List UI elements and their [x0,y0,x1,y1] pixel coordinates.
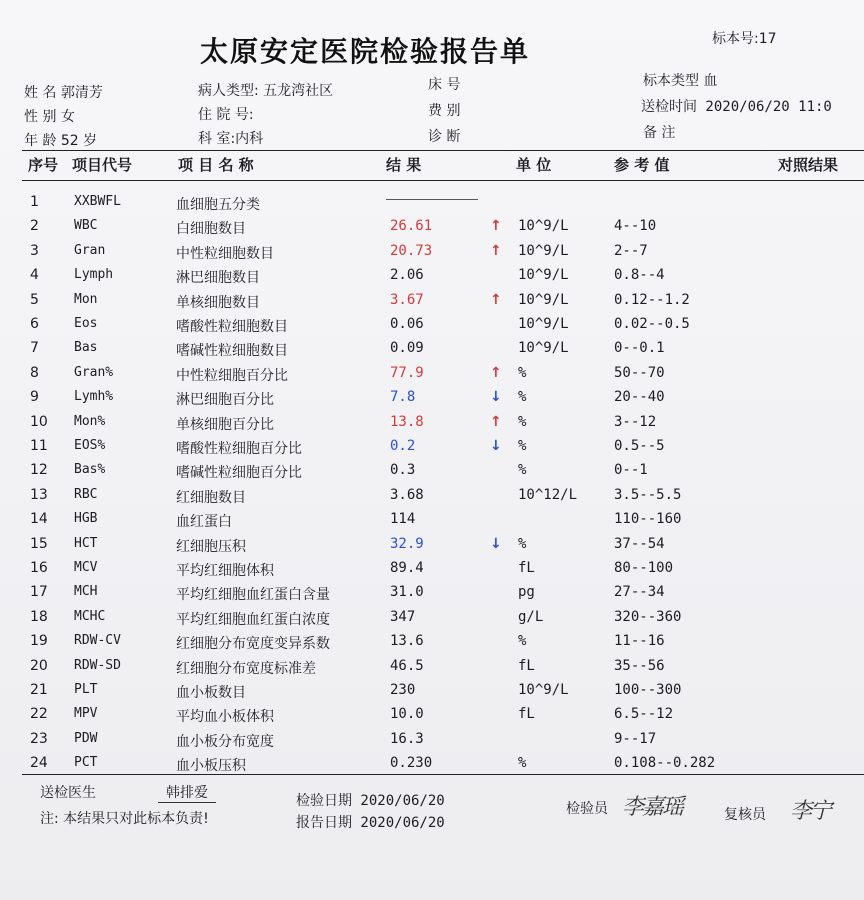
table-divider-bottom [22,774,864,775]
result-value: 26.61 [390,218,433,235]
row-number: 24 [30,755,48,772]
unit: 10^9/L [518,316,569,332]
table-row [0,218,864,242]
item-name: 淋巴细胞数目 [176,270,260,287]
col-ref: 参 考 值 [614,156,670,174]
reference-range: 320--360 [614,608,682,625]
item-code: HGB [74,511,98,527]
table-row [0,731,864,755]
reviewer-signature: 李宁 [790,799,831,824]
reference-range: 110--160 [614,511,682,528]
item-name: 中性粒细胞百分比 [176,367,288,384]
unit: % [518,535,527,552]
reference-range: 3--12 [614,413,657,430]
result-value: 0.2 [390,438,416,454]
patient-type: 病人类型: 五龙湾社区 [198,83,334,99]
patient-name: 姓 名 郭清芳 [24,85,103,101]
unit: 10^9/L [518,218,569,235]
reference-range: 0.5--5 [614,438,665,454]
reference-range: 27--34 [614,584,665,601]
bed-number: 床 号 [428,77,461,93]
table-row [0,414,864,438]
item-name: 红细胞分布宽度标准差 [176,660,316,677]
result-value: 13.6 [390,633,424,650]
send-time: 送检时间 2020/06/20 11:0 [641,99,832,115]
fee-type: 费 别 [428,103,461,119]
item-code: Bas [74,340,98,356]
disclaimer-note: 注: 本结果只对此标本负责! [40,811,209,827]
reference-range: 0--0.1 [614,340,665,357]
unit: fL [518,706,535,723]
reference-range: 2--7 [614,242,648,259]
unit: 10^12/L [518,486,578,503]
reference-range: 6.5--12 [614,706,674,723]
result-value: 31.0 [390,584,424,601]
result-value: 2.06 [390,267,424,284]
item-code: HCT [74,535,98,551]
unit: % [518,755,527,772]
abnormal-flag: ↓ [490,438,502,454]
item-name: 红细胞压积 [176,538,246,555]
result-value: 114 [390,511,416,528]
patient-gender: 性 别 女 [24,109,75,125]
unit: % [518,389,527,406]
specimen-number: 标本号:17 [712,31,777,47]
abnormal-flag: ↓ [490,535,502,552]
table-row [0,389,864,413]
row-number: 3 [30,242,39,259]
item-code: Gran [74,242,106,258]
item-code: RDW-CV [74,633,121,649]
unit: % [518,364,527,381]
reference-range: 37--54 [614,535,665,552]
row-number: 11 [30,438,48,454]
reference-range: 9--17 [614,730,657,747]
table-row [0,511,864,535]
item-name: 白细胞数目 [176,221,246,238]
row-number: 22 [30,706,48,723]
reference-range: 3.5--5.5 [614,486,682,503]
unit: % [518,413,527,430]
item-code: Gran% [74,364,114,380]
unit: pg [518,584,535,601]
abnormal-flag: ↑ [490,242,502,259]
item-code: Lymh% [74,389,114,405]
row-number: 23 [30,730,48,747]
header-divider-bottom [22,180,864,181]
abnormal-flag: ↑ [490,218,502,235]
result-value: 347 [390,608,416,625]
reference-range: 80--100 [614,560,674,576]
table-row [0,560,864,584]
patient-age: 年 龄 52 岁 [24,133,98,149]
item-name: 嗜酸性粒细胞数目 [176,319,288,335]
col-result: 结 果 [386,156,422,174]
reference-range: 4--10 [614,218,657,235]
item-name: 平均红细胞体积 [176,563,274,579]
result-value: 0.230 [390,755,433,772]
table-row [0,682,864,706]
department: 科 室:内科 [198,131,264,147]
col-compare: 对照结果 [778,156,839,174]
reference-range: 0.12--1.2 [614,291,690,308]
col-unit: 单 位 [516,156,552,174]
table-row [0,633,864,657]
item-code: RDW-SD [74,657,121,673]
table-row [0,536,864,560]
result-value: 10.0 [390,706,424,723]
unit: 10^9/L [518,682,569,698]
result-value: 0.3 [390,462,416,479]
row-number: 5 [30,291,39,308]
result-value: 0.09 [390,340,424,357]
table-row [0,658,864,682]
unit: 10^9/L [518,242,569,259]
item-code: Bas% [74,462,106,478]
row-number: 20 [30,657,48,674]
table-row [0,316,864,340]
reference-range: 100--300 [614,682,682,698]
col-no: 序号 [28,156,59,174]
abnormal-flag: ↑ [490,364,502,381]
table-row [0,609,864,633]
table-row [0,487,864,511]
table-row [0,243,864,267]
test-date: 检验日期 2020/06/20 [296,793,445,809]
col-code: 项目代号 [72,156,133,174]
row-number: 21 [30,682,48,698]
table-row [0,292,864,316]
item-name: 淋巴细胞百分比 [176,392,274,409]
diagnosis: 诊 断 [428,129,461,145]
table-row [0,755,864,779]
tester-label: 检验员 [566,801,608,817]
result-value: 89.4 [390,560,424,576]
unit: fL [518,657,535,674]
unit: 10^9/L [518,340,569,357]
row-number: 15 [30,535,48,552]
item-name: 血细胞五分类 [176,197,260,213]
item-code: EOS% [74,438,106,453]
result-value: 46.5 [390,657,424,674]
row-number: 16 [30,560,48,576]
result-value: 3.67 [390,291,424,308]
result-value: 0.06 [390,316,424,332]
item-code: MCH [74,584,98,600]
table-row [0,462,864,486]
row-number: 19 [30,633,48,650]
row-number: 7 [30,340,39,357]
item-code: Eos [74,316,98,331]
reference-range: 11--16 [614,633,665,650]
reference-range: 0--1 [614,462,648,479]
row-number: 8 [30,364,39,381]
item-name: 单核细胞数目 [176,294,260,311]
abnormal-flag: ↓ [490,389,502,406]
row-number: 18 [30,608,48,625]
unit: % [518,633,527,650]
sender-name: 韩排爱 [158,782,216,803]
row-number: 2 [30,218,39,235]
result-value: 13.8 [390,413,424,430]
col-name: 项 目 名 称 [178,156,254,174]
result-value: 20.73 [390,242,433,259]
reference-range: 35--56 [614,657,665,674]
item-code: PLT [74,682,98,697]
result-value: 32.9 [390,535,424,552]
abnormal-flag: ↑ [490,413,502,430]
table-row [0,365,864,389]
item-name: 嗜碱性粒细胞数目 [176,343,288,360]
item-code: MCHC [74,608,106,624]
reference-range: 0.108--0.282 [614,755,716,772]
item-code: Lymph [74,267,114,283]
item-name: 红细胞分布宽度变异系数 [176,636,330,653]
abnormal-flag: ↑ [490,291,502,308]
reference-range: 20--40 [614,389,665,406]
row-number: 13 [30,486,48,503]
item-name: 单核细胞百分比 [176,416,274,433]
sender-label: 送检医生 [40,785,96,801]
row-number: 9 [30,389,39,406]
remarks: 备 注 [643,125,676,141]
item-code: PCT [74,755,98,771]
report-date: 报告日期 2020/06/20 [296,815,445,831]
table-row [0,438,864,462]
unit: % [518,438,527,454]
item-code: MPV [74,706,98,722]
row-number: 12 [30,462,48,479]
reference-range: 0.8--4 [614,267,665,284]
reviewer-label: 复核员 [724,807,766,823]
table-row [0,706,864,730]
item-code: Mon [74,291,98,307]
unit: 10^9/L [518,291,569,308]
report-title: 太原安定医院检验报告单 [200,35,531,68]
reference-range: 0.02--0.5 [614,316,690,332]
item-code: RBC [74,486,98,502]
row-number: 10 [30,413,48,430]
result-value: 3.68 [390,486,424,503]
row-number: 4 [30,267,39,284]
item-code: MCV [74,560,98,575]
result-value: 7.8 [390,389,416,406]
result-value: 77.9 [390,364,424,381]
tester-signature: 李嘉瑶 [622,795,683,820]
item-name: 血红蛋白 [176,514,232,531]
row-number: 6 [30,316,39,332]
specimen-type: 标本类型 血 [643,73,718,89]
item-code: WBC [74,218,98,234]
item-code: Mon% [74,413,106,429]
item-name: 平均血小板体积 [176,709,274,726]
item-code: PDW [74,730,98,746]
table-row [0,194,864,218]
item-name: 血小板数目 [176,685,246,701]
header-divider-top [22,150,864,151]
reference-range: 50--70 [614,364,665,381]
item-name: 中性粒细胞数目 [176,245,274,262]
row-number: 1 [30,194,39,210]
unit: g/L [518,608,544,625]
table-row [0,267,864,291]
item-name: 平均红细胞血红蛋白含量 [176,587,330,604]
item-code: XXBWFL [74,194,121,209]
table-row [0,340,864,364]
item-name: 红细胞数目 [176,489,246,506]
unit: % [518,462,527,479]
inpatient-number: 住 院 号: [198,107,254,123]
result-value: 16.3 [390,730,424,747]
item-name: 血小板分布宽度 [176,733,274,750]
row-number: 14 [30,511,48,528]
item-name: 血小板压积 [176,758,246,775]
item-name: 嗜酸性粒细胞百分比 [176,441,302,457]
item-name: 平均红细胞血红蛋白浓度 [176,611,330,628]
row-number: 17 [30,584,48,601]
result-value: 230 [390,682,416,698]
table-row [0,584,864,608]
unit: 10^9/L [518,267,569,284]
item-name: 嗜碱性粒细胞百分比 [176,465,302,482]
unit: fL [518,560,535,576]
